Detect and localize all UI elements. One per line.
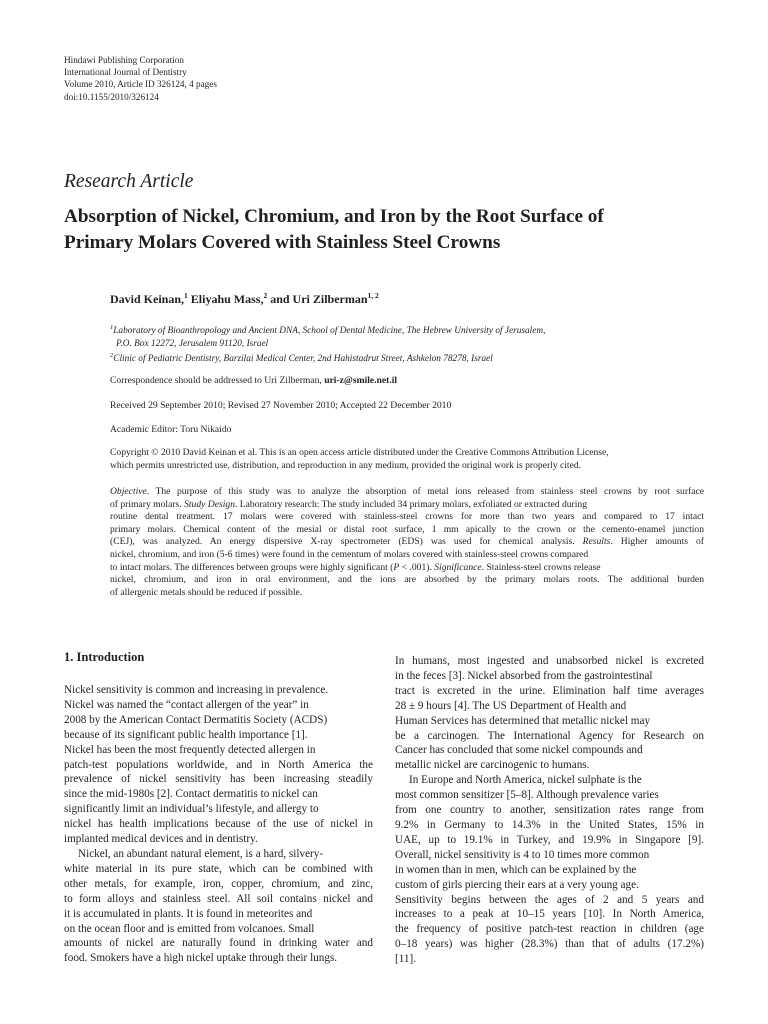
journal-name: International Journal of Dentistry [64,67,187,78]
affiliation-number: 1 [110,324,114,331]
abstract-line [110,536,704,549]
affiliation-text: Laboratory of Bioanthropology and Ancient DNA, School of Dental Medicine, The Hebrew University of Jerusalem, [113,326,546,337]
body-text-line: because of its significant public health importance [1]. [64,728,308,741]
section-heading: 1. Introduction [64,650,145,664]
abstract-label: Study Design [184,498,235,510]
author-list [110,291,379,307]
body-text-line: custom of girls piercing their ears at a very young age. [395,878,639,891]
body-text-line: 0–18 years) was higher (28.3%) than that of adults (17.2%) [395,938,704,951]
abstract-text: nickel, chromium, and iron in oral environment, and the ions are absorbed by the primary molars roots. The additional burden [110,574,704,586]
abstract-text: primary molars. Chemical content of the mesial or distal root surface, 1 mm apically to the crown or the cemento-enamel junction [110,523,704,535]
body-text-line: most common sensitizer [5–8]. Although prevalence varies [395,789,659,802]
academic-editor: Academic Editor: Toru Nikaido [110,424,232,435]
affiliation-2 [110,350,710,366]
body-text-line: other metals, for example, iron, copper, chromium, and zinc, [64,877,373,890]
abstract-label: Objective [110,486,147,497]
body-text-line: In humans, most ingested and unabsorbed nickel is excreted [395,655,704,667]
correspondence [110,375,397,386]
body-text-line: Sensitivity begins between the ages of 2 and 5 years and [395,893,704,906]
author-affiliation-mark: 1 [184,291,188,300]
abstract-label: Significance [434,561,482,573]
body-text-line: from one country to another, sensitization rates range from [395,804,704,817]
abstract-line [110,511,704,524]
correspondence-text: Correspondence should be addressed to Uri Zilberman, [110,375,325,386]
body-text-line: in women than in men, which can be explained by the [395,863,637,876]
affiliations [110,322,710,365]
copyright-line: Copyright © 2010 David Keinan et al. This is an open access article distributed under the Creative Commons Attribution License, [110,447,609,458]
abstract-line [110,486,704,499]
author-affiliation-mark: 1, 2 [367,291,379,300]
abstract-line [110,574,704,587]
body-text-line: nickel has health implications because of the use of nickel in [64,818,373,831]
body-text-line: significantly limit an individual’s lifestyle, and allergy to [64,803,319,816]
body-text-line: [11]. [395,953,417,966]
body-text-line: tract is excreted in the urine. Elimination half time averages [395,684,704,697]
abstract-text: . Higher amounts of [610,536,704,548]
affiliation-1-continued: P.O. Box 12272, Jerusalem 91120, Israel [116,338,269,349]
body-text-line: 28 ± 9 hours [4]. The US Department of Health and [395,699,627,712]
journal-header [64,54,217,103]
abstract-line [110,562,704,575]
author-name: Eliyahu Mass, [187,292,264,306]
correspondence-email[interactable]: uri-z@smile.net.il [324,375,398,386]
abstract-text: of allergenic metals should be reduced if possible. [110,586,303,598]
author-name: and Uri Zilberman [267,292,368,306]
body-text-line: Cancer has concluded that some nickel compounds and [395,744,643,757]
left-column-body [64,683,373,966]
body-text-line: Nickel sensitivity is common and increasing in prevalence. [64,684,329,696]
body-text-line: in the feces [3]. Nickel absorbed from the gastrointestinal [395,669,653,682]
abstract-line [110,549,704,562]
abstract-text: routine dental treatment. 17 molars were covered with stainless-steel crowns for more than two years and compared to 17 intact [110,511,704,523]
abstract-text: of primary molars. [110,498,185,510]
body-text-line: metallic nickel are carcinogenic to humans. [395,759,590,772]
body-text-line: Overall, nickel sensitivity is 4 to 10 times more common [395,848,650,861]
body-text-line: 2008 by the American Contact Dermatitis Society (ACDS) [64,713,328,726]
abstract-text: to intact molars. The differences between groups were highly significant ( [110,561,394,573]
body-text-line: UAE, up to 19.1% in Turkey, and 19.9% in Singapore [9]. [395,833,704,846]
body-text-line: 9.2% in Germany to 14.3% in the United States, 15% in [395,818,704,831]
publisher-line: Hindawi Publishing Corporation [64,55,184,65]
article-type: Research Article [64,171,194,192]
body-text-line: In Europe and North America, nickel sulphate is the [409,774,642,787]
abstract-line [110,499,704,512]
abstract-text: (CEJ), was analyzed. An energy dispersive X-ray spectrometer (EDS) was used for chemical analysis. [110,536,583,548]
body-text-line: Human Services has determined that metallic nickel may [395,714,651,727]
abstract [110,486,704,599]
body-text-line: the frequency of positive patch-test reaction in children (age [395,923,704,936]
body-text-line: food. Smokers have a high nickel uptake through their lungs. [64,952,338,965]
body-text-line: white material in its pure state, which can be combined with [64,862,373,875]
body-text-line: since the mid-1980s [2]. Contact dermatitis to nickel can [64,788,318,801]
affiliation-text: Clinic of Pediatric Dentistry, Barzilai Medical Center, 2nd Hahistadrut Street, Ashkelon 78278, Israel [113,354,493,364]
abstract-text: . Laboratory research: The study included 34 primary molars, exfoliated or extracted during [234,498,587,510]
body-text-line: be a carcinogen. The International Agency for Research on [395,729,704,742]
copyright-line: which permits unrestricted use, distribution, and reproduction in any medium, provided the original work is properly cited. [110,459,582,471]
doi-line: doi:10.1155/2010/326124 [64,91,159,102]
body-text-line: on the ocean floor and is emitted from volcanoes. Small [64,922,315,935]
author-name: David Keinan, [110,292,185,306]
body-text-line: patch-test populations worldwide, and in North America the [64,758,373,771]
received-dates: Received 29 September 2010; Revised 27 November 2010; Accepted 22 December 2010 [110,400,452,411]
title-line: Primary Molars Covered with Stainless Steel Crowns [64,232,501,253]
body-text-line: it is accumulated in plants. It is found in meteorites and [64,907,313,920]
body-text-line: to form alloys and stainless steel. All soil contains nickel and [64,892,373,905]
abstract-label: P [393,561,400,573]
body-text-line: Nickel, an abundant natural element, is a hard, silvery- [78,847,324,860]
article-title [64,204,604,256]
abstract-line [110,587,704,600]
abstract-text: < .001). [399,561,435,573]
author-affiliation-mark: 2 [263,291,268,300]
body-text-line: Nickel has been the most frequently detected allergen in [64,743,316,756]
copyright-notice [110,447,704,472]
abstract-text: nickel, chromium, and iron (5-6 times) were found in the cementum of molars covered with stainless-steel crowns compared [110,548,589,560]
abstract-text: . Stainless-steel crowns release [481,561,601,573]
body-text-line: Nickel was named the “contact allergen of the year” in [64,698,309,711]
abstract-line [110,524,704,537]
abstract-text: . The purpose of this study was to analyze the absorption of metal ions released from stainless steel crowns by root surface [146,486,704,497]
body-text-line: prevalence of nickel sensitivity has been increasing steadily [64,773,373,786]
title-line: Absorption of Nickel, Chromium, and Iron by the Root Surface of [64,206,604,227]
abstract-label: Results [582,536,611,548]
affiliation-1 [110,322,710,338]
affiliation-number: 2 [110,351,114,359]
right-column-body [395,654,704,967]
body-text-line: increases to a peak at 10–15 years [10]. In North America, [395,908,704,921]
body-text-line: implanted medical devices and in dentistry. [64,833,258,846]
body-text-line: amounts of nickel are naturally found in drinking water and [64,937,373,950]
volume-line: Volume 2010, Article ID 326124, 4 pages [64,79,217,90]
